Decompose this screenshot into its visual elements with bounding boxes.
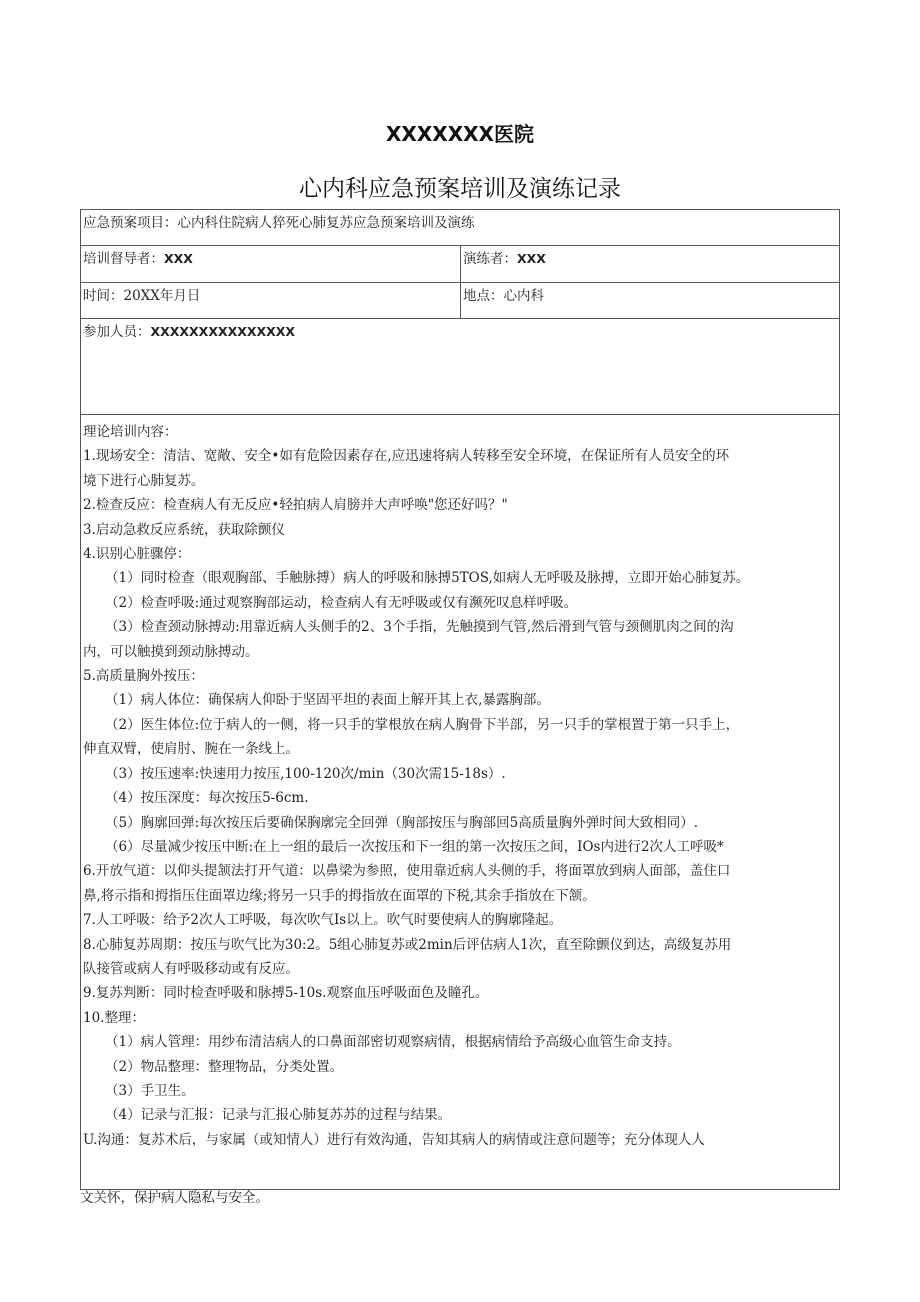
document-title: 心内科应急预案培训及演练记录 xyxy=(299,176,621,202)
content-line: （3）手卫生。 xyxy=(105,1082,195,1099)
content-line: 伸直双臂，使肩肘、腕在一条线上。 xyxy=(83,741,299,758)
content-line: 5.高质量胸外按压： xyxy=(83,668,204,685)
time-row xyxy=(81,283,839,319)
content-line: U.沟通：复苏术后，与家属（或知情人）进行有效沟通，告知其病人的病情或注意问题等；充分体现人人 xyxy=(83,1131,705,1148)
participants-row xyxy=(81,319,839,415)
place-label: 地点： xyxy=(463,288,504,304)
project-row xyxy=(81,210,839,246)
content-continuation: 文关怀，保护病人隐私与安全。 xyxy=(80,1190,269,1206)
content-line: 8.心肺复苏周期：按压与吹气比为30:2。5组心肺复苏或2min后评估病人1次，直至除颤仪到达，高级复苏用 xyxy=(83,936,732,953)
content-line: 境下进行心肺复苏。 xyxy=(83,472,205,489)
content-line: （3）检查颈动脉搏动:用靠近病人头侧手的2、3个手指，先触摸到气管,然后滑到气管与颈侧肌肉之间的沟 xyxy=(105,619,734,636)
place-value: 心内科 xyxy=(503,288,544,304)
supervisor-value: XXX xyxy=(164,251,193,266)
content-line: 3.启动急救反应系统，获取除颤仪 xyxy=(83,521,285,538)
content-line: 6.开放气道：以仰头提颔法打开气道：以鼻梁为参照，使用靠近病人头侧的手，将面罩放到病人面部，盖住口 xyxy=(83,863,731,880)
content-line: 鼻,将示指和拇指压住面罩边缘;将另一只手的拇指放在面罩的下税,其余手指放在下颔。 xyxy=(83,887,596,904)
content-line: （3）按压速率:快速用力按压,100-120次/min（30次需15-18s）. xyxy=(105,765,506,782)
content-line: （2）物品整理：整理物品，分类处置。 xyxy=(105,1058,344,1075)
content-line: （1）病人管理：用纱布清洁病人的口鼻面部密切观察病情，根据病情给予高级心血管生命支持。 xyxy=(105,1034,681,1051)
content-line: （1）病人体位：确保病人仰卧于坚固平坦的表面上解开其上衣,暴露胸部。 xyxy=(105,692,550,709)
performer-label: 演练者： xyxy=(463,251,517,267)
content-row xyxy=(81,415,839,1189)
content-line: 2.检查反应：检查病人有无反应•轻拍病人肩膀并大声呼唤"您还好吗？" xyxy=(83,497,508,514)
performer-value: XXX xyxy=(517,251,546,266)
content-line: 内，可以触摸到颈动脉搏动。 xyxy=(83,643,259,660)
content-line: （6）尽量减少按压中断:在上一组的最后一次按压和下一组的第一次按压之间，IOs内进行2次人工呼吸* xyxy=(105,838,724,855)
time-label: 时间： xyxy=(83,288,124,304)
content-line: 9.复苏判断：同时检查呼吸和脉搏5-10s.观察血压呼吸面色及瞳孔。 xyxy=(83,985,489,1002)
content-line: （2）检查呼吸:通过观察胸部运动，检查病人有无呼吸或仅有濒死叹息样呼吸。 xyxy=(105,594,578,611)
content-line: 7.人工呼吸：给予2次人工呼吸，每次吹气Is以上。吹气时要使病人的胸廓隆起。 xyxy=(83,912,563,929)
record-form xyxy=(80,209,840,1190)
content-line: （1）同时检查（眼观胸部、手触脉搏）病人的呼吸和脉搏5TOS,如病人无呼吸及脉搏，立即开始心肺复苏。 xyxy=(105,570,750,587)
project-value: 心内科住院病人猝死心肺复苏应急预案培训及演练 xyxy=(177,215,475,231)
project-label: 应急预案项目： xyxy=(83,215,178,231)
content-line: （5）胸廓回弹:每次按压后要确保胸廓完全回弹（胸部按压与胸部回5高质量胸外弹时间大致相同）. xyxy=(105,814,699,831)
supervisor-label: 培训督导者： xyxy=(83,251,164,267)
participants-label: 参加人员： xyxy=(83,324,151,340)
content-line: 队接管或病人有呼吸移动或有反应。 xyxy=(83,960,299,977)
content-line: 10.整理： xyxy=(83,1009,145,1026)
participants-value: XXXXXXXXXXXXXXX xyxy=(150,324,296,339)
time-value: 20XX年月日 xyxy=(123,288,201,304)
content-line: （4）记录与汇报：记录与汇报心肺复苏苏的过程与结果。 xyxy=(105,1107,452,1124)
supervisor-row xyxy=(81,246,839,283)
content-line: （2）医生体位:位于病人的一侧，将一只手的掌根放在病人胸骨下半部，另一只手的掌根置于第一只手上， xyxy=(105,716,740,733)
content-line: （4）按压深度：每次按压5-6cm. xyxy=(105,790,309,807)
content-heading: 理论培训内容： xyxy=(83,424,178,440)
content-line: 4.识别心脏骤停： xyxy=(83,546,191,563)
hospital-name: XXXXXXX医院 xyxy=(386,122,534,146)
content-line: 1.现场安全：清洁、宽敞、安全•如有危险因素存在,应迅速将病人转移至安全环境，在保证所有人员安全的环 xyxy=(83,448,730,465)
